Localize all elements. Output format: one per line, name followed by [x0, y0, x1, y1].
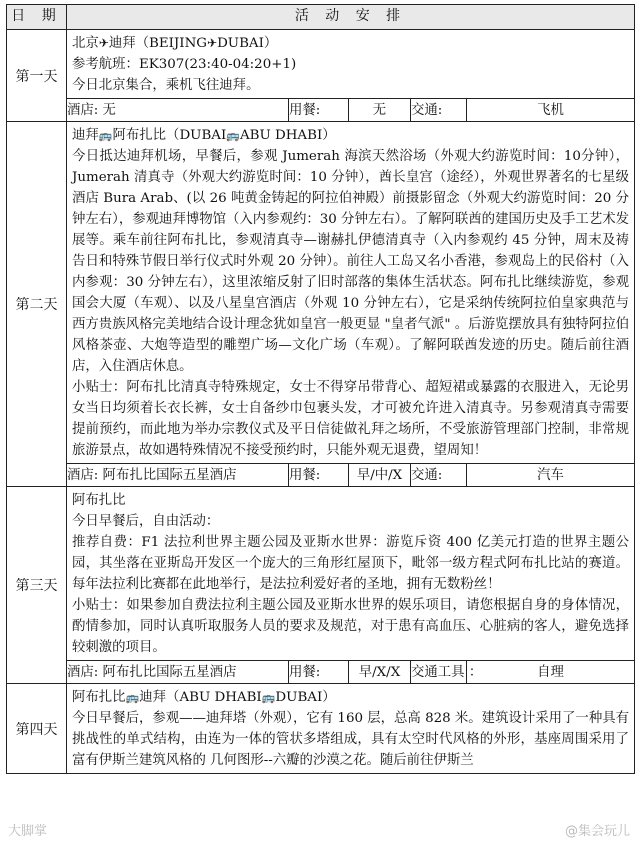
day-title: 阿布扎比	[72, 493, 126, 508]
bus-icon: 🚌	[226, 129, 240, 142]
bus-icon: 🚌	[125, 691, 140, 704]
transport-value: 汽车	[467, 464, 635, 487]
service-row	[7, 464, 635, 487]
day-content	[67, 487, 635, 661]
day-label: 第一天	[7, 30, 67, 122]
hotel-info: 酒店: 阿布扎比国际五星酒店	[67, 464, 289, 487]
day-content	[67, 30, 635, 99]
bus-icon: 🚌	[261, 691, 276, 704]
day-label: 第二天	[7, 122, 67, 487]
day-label: 第四天	[7, 684, 67, 774]
airplane-icon: ✈	[207, 36, 218, 50]
day-row	[7, 122, 635, 464]
day-label: 第三天	[7, 487, 67, 684]
day-row	[7, 30, 635, 99]
tip-text: 小贴士：阿布扎比清真寺特殊规定，女士不得穿吊带背心、超短裙或暴露的衣服进入，无论男女当日均须着长衣长裤，女士自备纱巾包裹头发，才可被允许进入清真寺。另参观清真寺需要提前预约，而此地为举办宗教仪式及平日信徒做礼拜之场所，不受旅游管理部门控制，非常规旅游景点，故如遇特殊情况不接受预约时，只能外观无退费，望周知！	[72, 380, 630, 458]
day-content	[67, 684, 635, 774]
day-row	[7, 684, 635, 774]
meal-value: 无	[349, 99, 411, 122]
meal-value: 早/X/X	[349, 661, 411, 684]
service-row	[7, 99, 635, 122]
itinerary-table	[6, 4, 635, 774]
header-plan: 活 动 安 排	[67, 5, 635, 30]
day-content	[67, 122, 635, 464]
header-day: 日 期	[7, 5, 67, 30]
transport-value: 飞机	[467, 99, 635, 122]
transport-label: 交通:	[411, 99, 467, 122]
day-row	[7, 487, 635, 661]
meal-label: 用餐:	[289, 464, 349, 487]
service-row	[7, 661, 635, 684]
hotel-info: 酒店: 阿布扎比国际五星酒店	[67, 661, 289, 684]
airplane-icon: ✈	[98, 36, 109, 50]
tip-text: 小贴士：如果参加自费法拉利主题公园及亚斯水世界的娱乐项目，请您根据自身的身体情况，酌情参加，同时认真听取服务人员的要求及规范，对于患有高血压、心脏病的客人，避免选择较刺激的项目。	[72, 598, 630, 655]
recommend-text: 推荐自费：F1 法拉利世界主题公园及亚斯水世界：游览斥资 400 亿美元打造的世界主题公园，其坐落在亚斯岛开发区一个庞大的三角形红屋顶下，毗邻一级方程式阿布扎比站的赛道。每年法拉利比赛都在此地举行，是法拉利爱好者的圣地，拥有无数粉丝！	[72, 535, 630, 592]
watermark-right: @集会玩儿	[564, 824, 630, 839]
watermark-left: 大脚掌	[8, 824, 48, 839]
meal-label: 用餐:	[289, 661, 349, 684]
day-description: 今日抵达迪拜机场，早餐后，参观 Jumerah 海滨天然浴场（外观大约游览时间：10分钟），Jumerah 清真寺（外观大约游览时间：10 分钟），酋长皇宫（途经），外观世界著名的七星级酒店 Bura Arab、(以 26 吨黄金铸起的阿拉伯神殿）前摄影留念（外观大约游览时间：20 分钟左右），参观迪拜博物馆（入内参观约：30 分钟左右）。了解阿联酋的建国历史及手工艺术发展等。乘车前往阿布扎比，参观清真寺—谢赫扎伊德清真寺（入内参观约 45 分钟，周末及祷告日和特殊节假日举行仪式时外观 20 分钟）。前往人工岛又名小香港，参观岛上的民俗村（入内参观：30 分钟左右），这里浓缩反射了旧时部落的集体生活状态。阿布扎比继续游览，参观国会大厦（车观）、以及八星皇宫酒店（外观 10 分钟左右），它是采纳传统阿拉伯皇家典范与西方贵族风格完美地结合设计理念犹如皇宫一般更显 "皇者气派" 。后游览摆放具有独特阿拉伯风格茶壶、大炮等造型的雕塑广场—文化广场（车观）。了解阿联酋发迹的历史。随后前往酒店，入住酒店休息。	[72, 149, 630, 374]
route-line: 阿布扎比🚌迪拜（ABU DHABI🚌DUBAI）	[72, 687, 629, 708]
bus-icon: 🚌	[98, 129, 113, 142]
route-line: 北京✈迪拜（BEIJING✈DUBAI）	[72, 33, 629, 54]
table-header	[7, 5, 635, 30]
day-summary: 今日北京集合，乘机飞往迪拜。	[72, 78, 260, 93]
day-description: 今日早餐后，参观——迪拜塔（外观），它有 160 层，总高 828 米。建筑设计采用了一种具有挑战性的单式结构，由连为一体的管状多塔组成，具有太空时代风格的外形，基座周围采用了富有伊斯兰建筑风格的 几何图形--六瓣的沙漠之花。随后前往伊斯兰	[72, 711, 630, 768]
transport-label: 交通:	[411, 464, 467, 487]
hotel-info: 酒店: 无	[67, 99, 289, 122]
flight-info: 参考航班：EK307(23:40-04:20+1)	[72, 57, 297, 72]
route-line: 迪拜🚌阿布扎比（DUBAI🚌ABU DHABI）	[72, 125, 629, 146]
transport-label: 交通工具 ：	[411, 661, 467, 684]
transport-value: 自理	[467, 661, 635, 684]
day-intro: 今日早餐后，自由活动：	[72, 514, 220, 529]
meal-label: 用餐:	[289, 99, 349, 122]
meal-value: 早/中/X	[349, 464, 411, 487]
